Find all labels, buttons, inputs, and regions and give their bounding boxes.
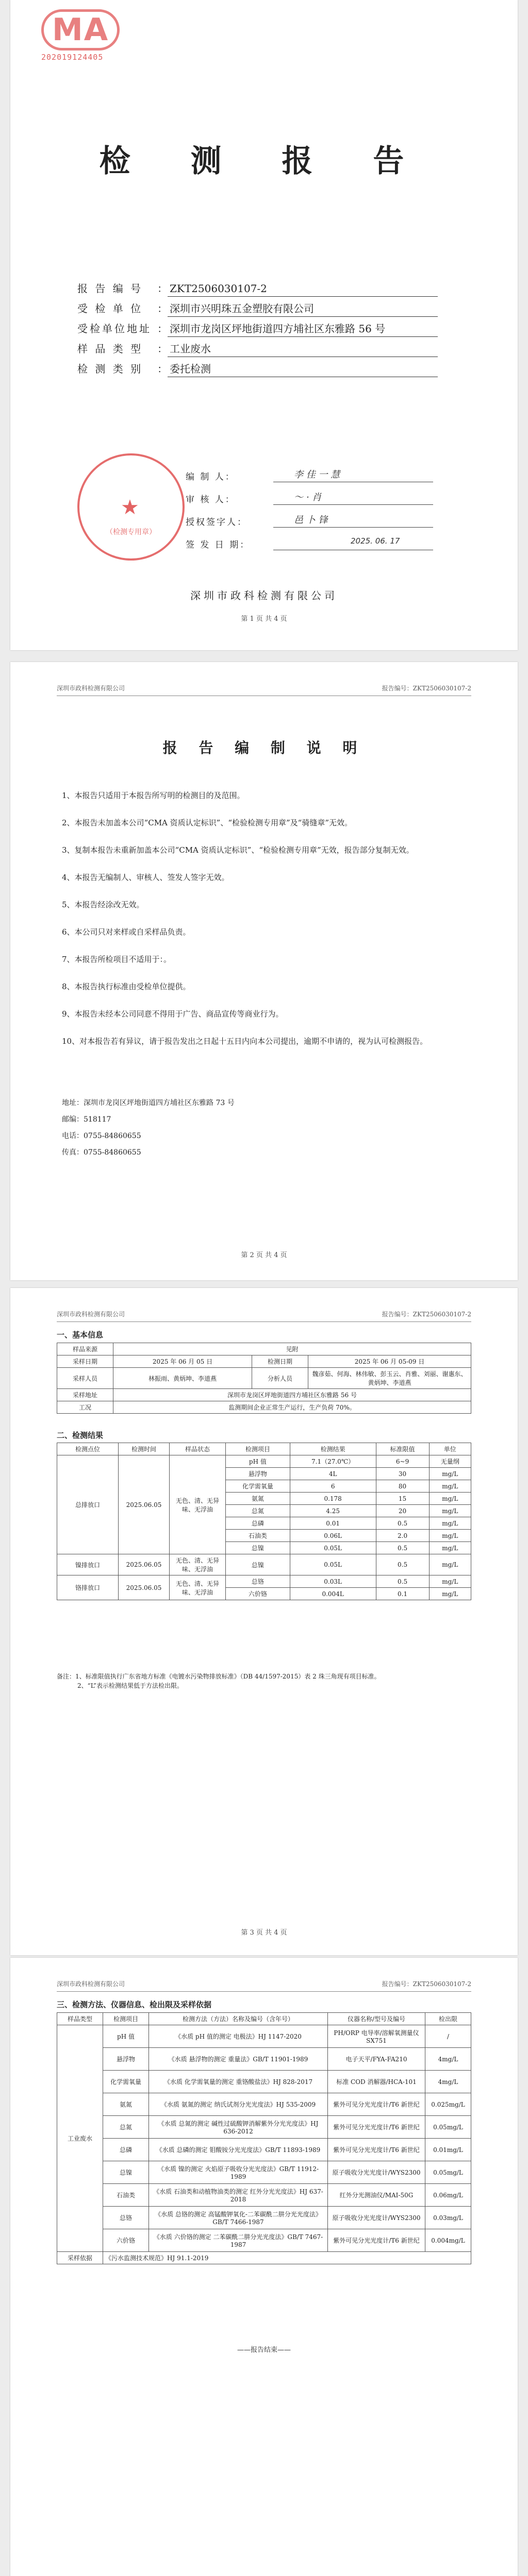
table-cell: 紫外可见分光光度计/T6 新世纪 xyxy=(328,2116,425,2139)
table-row xyxy=(57,1575,471,1588)
sign-label: 审 核 人： xyxy=(186,495,236,505)
table-cell: mg/L xyxy=(429,1480,471,1493)
header-company: 深圳市政科检测有限公司 xyxy=(57,1311,125,1318)
table-cell: 《水质 六价铬的测定 二苯碳酰二肼分光光度法》GB/T 7467-1987 xyxy=(149,2229,328,2252)
column-header: 单位 xyxy=(429,1443,471,1455)
info-value: 委托检测 xyxy=(168,361,438,377)
header-company: 深圳市政科检测有限公司 xyxy=(57,1980,125,1988)
table-cell: 标准 COD 消解器/HCA-101 xyxy=(328,2071,425,2093)
table-cell: 总磷 xyxy=(226,1517,290,1530)
table-cell: 0.01mg/L xyxy=(425,2139,471,2161)
table-cell: 0.5 xyxy=(376,1542,429,1554)
column-header: 检出限 xyxy=(425,2013,471,2025)
table-cell: 2025 年 06 月 05 日 xyxy=(113,1355,252,1368)
note-item: 7、本报告所检项目不适用于：。 xyxy=(62,955,172,964)
star-icon: ★ xyxy=(121,496,139,519)
page-header xyxy=(57,1310,471,1322)
table-row xyxy=(57,1401,471,1414)
table-cell: 《水质 悬浮物的测定 重量法》GB/T 11901-1989 xyxy=(149,2048,328,2071)
table-cell: 0.178 xyxy=(290,1493,376,1505)
contact-postcode: 邮编：518117 xyxy=(62,1115,111,1124)
results-title: 二、检测结果 xyxy=(57,1431,104,1440)
table-cell: 紫外可见分光光度计/T6 新世纪 xyxy=(328,2229,425,2252)
methods-table xyxy=(57,2012,471,2264)
table-cell: 0.05L xyxy=(290,1554,376,1575)
table-cell: 深圳市龙岗区坪地街道四方埔社区东雅路 56 号 xyxy=(113,1389,471,1401)
cma-number: 202019124405 xyxy=(41,53,104,62)
report-cover-page xyxy=(10,0,518,650)
column-header: 检测方法（方法）名称及编号（含年号） xyxy=(149,2013,328,2025)
table-cell: / xyxy=(425,2025,471,2048)
signature-line xyxy=(273,490,433,505)
table-cell: 0.004L xyxy=(290,1588,376,1600)
table-cell: 2025.06.05 xyxy=(119,1554,170,1575)
contact-info xyxy=(62,1097,235,1163)
contact-fax: 传真：0755-84860655 xyxy=(62,1148,141,1157)
table-cell: mg/L xyxy=(429,1530,471,1542)
signature-line xyxy=(273,513,433,528)
table-cell: 采样日期 xyxy=(57,1355,113,1368)
sign-row-issue-date xyxy=(186,528,433,550)
signature-line xyxy=(273,467,433,482)
table-cell: 《水质 总磷的测定 钼酸铵分光光度法》GB/T 11893-1989 xyxy=(149,2139,328,2161)
table-cell: mg/L xyxy=(429,1554,471,1575)
testing-seal xyxy=(77,453,185,561)
table-cell: 2025.06.05 xyxy=(119,1455,170,1554)
note-item: 8、本报告执行标准由受检单位提供。 xyxy=(62,982,191,991)
table-cell: 《污水监测技术规范》HJ 91.1-2019 xyxy=(103,2252,471,2264)
company-name: 深圳市政科检测有限公司 xyxy=(190,589,338,602)
instructions-title: 报 告 编 制 说 明 xyxy=(162,739,366,756)
table-cell: 总镍 xyxy=(103,2161,149,2184)
table-cell: 总氮 xyxy=(226,1505,290,1517)
table-cell: 无色、清、无异味、无浮油 xyxy=(170,1455,226,1554)
table-cell: 0.03mg/L xyxy=(425,2207,471,2229)
table-cell: 采样地址 xyxy=(57,1389,113,1401)
table-cell: 4.25 xyxy=(290,1505,376,1517)
table-cell: 红外分光测油仪/MAI-50G xyxy=(328,2184,425,2207)
column-header: 检测项目 xyxy=(226,1443,290,1455)
table-cell: 0.06L xyxy=(290,1530,376,1542)
basic-info-title: 一、基本信息 xyxy=(57,1330,104,1340)
handwritten-signature: 李 佳 一 慧 xyxy=(294,469,340,480)
note-item: 5、本报告经涂改无效。 xyxy=(62,900,144,909)
table-cell: 石油类 xyxy=(226,1530,290,1542)
table-cell: 30 xyxy=(376,1468,429,1480)
table-cell: 2.0 xyxy=(376,1530,429,1542)
table-cell: pH 值 xyxy=(103,2025,149,2048)
info-value: ZKT2506030107-2 xyxy=(168,281,438,297)
column-header: 检测时间 xyxy=(119,1443,170,1455)
table-cell: 7.1（27.0℃） xyxy=(290,1455,376,1468)
table-row xyxy=(57,2048,471,2071)
table-cell: mg/L xyxy=(429,1575,471,1588)
results-notes xyxy=(57,1672,469,1690)
note-item: 2、本报告未加盖本公司“CMA 资质认定标识”、“检验检测专用章”及“骑缝章”无效。 xyxy=(62,818,352,827)
info-label: 样 品 类 型 xyxy=(77,343,143,355)
table-cell: 总铬 xyxy=(226,1575,290,1588)
cma-logo: MA xyxy=(41,9,120,50)
table-cell: 无色、清、无异味、无浮油 xyxy=(170,1554,226,1575)
info-row-sample-type: 样 品 类 型 ： 工业废水 xyxy=(77,341,438,357)
table-row xyxy=(57,2139,471,2161)
note-item: 1、本报告只适用于本报告所写明的检测目的及范围。 xyxy=(62,791,245,800)
table-cell: 0.03L xyxy=(290,1575,376,1588)
report-title: 检 测 报 告 xyxy=(99,143,429,179)
info-label: 检 测 类 别 xyxy=(77,363,143,375)
table-cell: 15 xyxy=(376,1493,429,1505)
header-report-no: 报告编号：ZKT2506030107-2 xyxy=(382,1980,471,1988)
table-cell: 采样依据 xyxy=(57,2252,103,2264)
table-cell: 六价铬 xyxy=(103,2229,149,2252)
report-instructions-page xyxy=(10,662,518,1280)
info-row-client-address: 受检单位地址 ： 深圳市龙岗区坪地街道四方埔社区东雅路 56 号 xyxy=(77,321,438,337)
info-label: 受检单位地址 xyxy=(77,323,152,335)
table-cell: 林振雨、黄炳坤、李道燕 xyxy=(113,1368,252,1389)
results-page xyxy=(10,1288,518,1955)
table-cell: 检测日期 xyxy=(252,1355,308,1368)
note-item: 10、对本报告若有异议，请于报告发出之日起十五日内向本公司提出，逾期不申请的，视为认可检测报告。 xyxy=(62,1037,428,1046)
note-item: 6、本公司只对来样或自采样品负责。 xyxy=(62,927,191,937)
cover-info xyxy=(77,281,438,381)
handwritten-date: 2025. 06. 17 xyxy=(351,536,400,546)
table-header-row xyxy=(57,1443,471,1455)
table-cell: 原子吸收分光光度计/WYS2300 xyxy=(328,2161,425,2184)
table-cell: 《水质 镍的测定 火焰原子吸收分光光度法》GB/T 11912-1989 xyxy=(149,2161,328,2184)
table-row xyxy=(57,2207,471,2229)
methods-page xyxy=(10,1958,518,2576)
table-cell: 紫外可见分光光度计/T6 新世纪 xyxy=(328,2093,425,2116)
sign-label: 编 制 人： xyxy=(186,472,236,482)
note-item: 9、本报告未经本公司同意不得用于广告、商品宣传等商业行为。 xyxy=(62,1009,284,1019)
basic-info-table xyxy=(57,1343,471,1414)
table-cell: 4mg/L xyxy=(425,2048,471,2071)
table-cell: 《水质 化学需氧量的测定 重铬酸盐法》HJ 828-2017 xyxy=(149,2071,328,2093)
table-cell: 0.05mg/L xyxy=(425,2116,471,2139)
table-cell: 采样人员 xyxy=(57,1368,113,1389)
table-cell: 魏彦茹、何海、林伟敏、彭玉云、肖雅、刘丽、谢惠东、黄炳坤、李道燕 xyxy=(308,1368,471,1389)
methods-title: 三、检测方法、仪器信息、检出限及采样依据 xyxy=(57,2000,212,2009)
table-cell: 2025 年 06 月 05-09 日 xyxy=(308,1355,471,1368)
table-cell: 0.1 xyxy=(376,1588,429,1600)
results-table xyxy=(57,1443,471,1600)
note-item: 4、本报告无编制人、审核人、签发人签字无效。 xyxy=(62,873,229,882)
table-cell: 总铬 xyxy=(103,2207,149,2229)
table-row xyxy=(57,1554,471,1575)
info-row-report-no: 报 告 编 号 ： ZKT2506030107-2 xyxy=(77,281,438,297)
table-cell: 悬浮物 xyxy=(226,1468,290,1480)
sign-row-authorized-signer xyxy=(186,505,433,528)
table-cell: 分析人员 xyxy=(252,1368,308,1389)
table-cell: 20 xyxy=(376,1505,429,1517)
table-cell: 六价铬 xyxy=(226,1588,290,1600)
table-cell: 2025.06.05 xyxy=(119,1575,170,1600)
info-row-test-category: 检 测 类 别 ： 委托检测 xyxy=(77,361,438,377)
table-cell: 4L xyxy=(290,1468,376,1480)
instructions-notes xyxy=(62,788,474,1061)
header-report-no: 报告编号：ZKT2506030107-2 xyxy=(382,685,471,692)
table-cell: 样品来源 xyxy=(57,1343,113,1355)
table-cell: 铬排放口 xyxy=(57,1575,119,1600)
table-cell: PH/ORP 电导率/溶解氧测量仪 SX751 xyxy=(328,2025,425,2048)
handwritten-signature: 邑 卜 锋 xyxy=(294,515,328,526)
table-cell: 无量纲 xyxy=(429,1455,471,1468)
table-row xyxy=(57,2071,471,2093)
info-value: 工业废水 xyxy=(168,341,438,357)
table-cell: 0.004mg/L xyxy=(425,2229,471,2252)
table-row xyxy=(57,1343,471,1355)
table-cell: 工业废水 xyxy=(57,2025,103,2252)
table-cell: 0.5 xyxy=(376,1554,429,1575)
sign-label: 授权签字人： xyxy=(186,517,248,528)
table-cell: mg/L xyxy=(429,1542,471,1554)
report-end: ——报告结束—— xyxy=(237,2346,291,2354)
table-cell: 0.05L xyxy=(290,1542,376,1554)
header-company: 深圳市政科检测有限公司 xyxy=(57,685,125,692)
table-cell: 紫外可见分光光度计/T6 新世纪 xyxy=(328,2139,425,2161)
column-header: 检测项目 xyxy=(103,2013,149,2025)
info-value: 深圳市兴明珠五金塑胶有限公司 xyxy=(168,301,438,317)
info-label: 受 检 单 位 xyxy=(77,302,143,315)
table-cell: 0.5 xyxy=(376,1517,429,1530)
sign-rows xyxy=(186,460,433,550)
table-cell: 0.5 xyxy=(376,1575,429,1588)
note-item: 3、复制本报告未重新加盖本公司“CMA 资质认定标识”、“检验检测专用章”无效，报告部分复制无效。 xyxy=(62,845,414,855)
sign-label: 签 发 日 期： xyxy=(186,540,251,550)
table-cell: 氨氮 xyxy=(226,1493,290,1505)
page-number: 第 2 页 共 4 页 xyxy=(241,1251,287,1259)
table-cell: 0.06mg/L xyxy=(425,2184,471,2207)
table-cell: 总氮 xyxy=(103,2116,149,2139)
table-cell: 电子天平/FYA-FA210 xyxy=(328,2048,425,2071)
table-cell: mg/L xyxy=(429,1468,471,1480)
table-cell: 无色、清、无异味、无浮油 xyxy=(170,1575,226,1600)
table-row xyxy=(57,2184,471,2207)
table-cell: 6 xyxy=(290,1480,376,1493)
table-cell: 镍排放口 xyxy=(57,1554,119,1575)
page-header xyxy=(57,1979,471,1992)
table-cell: 原子吸收分光光度计/WYS2300 xyxy=(328,2207,425,2229)
table-cell: 化学需氧量 xyxy=(226,1480,290,1493)
note-line: 2、“L”表示检测结果低于方法检出限。 xyxy=(77,1682,183,1689)
note-line: 备注：1、标准限值执行广东省地方标准《电镀水污染物排放标准》（DB 44/1597-2015）表 2 珠三角现有项目标准。 xyxy=(57,1673,381,1680)
table-row xyxy=(57,2252,471,2264)
column-header: 样品类型 xyxy=(57,2013,103,2025)
table-row xyxy=(57,1368,471,1389)
page-number: 第 3 页 共 4 页 xyxy=(241,1929,287,1937)
table-cell: 化学需氧量 xyxy=(103,2071,149,2093)
sign-row-preparer xyxy=(186,460,433,482)
column-header: 仪器名称/型号及编号 xyxy=(328,2013,425,2025)
info-label: 报 告 编 号 xyxy=(77,282,143,295)
column-header: 检测点位 xyxy=(57,1443,119,1455)
header-report-no: 报告编号：ZKT2506030107-2 xyxy=(382,1311,471,1318)
column-header: 样品状态 xyxy=(170,1443,226,1455)
table-cell: mg/L xyxy=(429,1493,471,1505)
table-row xyxy=(57,1355,471,1368)
table-header-row xyxy=(57,2013,471,2025)
page-number: 第 1 页 共 4 页 xyxy=(241,615,287,623)
table-cell: 总镍 xyxy=(226,1542,290,1554)
handwritten-signature: ～ · 肖 xyxy=(294,492,322,503)
table-cell: mg/L xyxy=(429,1517,471,1530)
table-cell: 悬浮物 xyxy=(103,2048,149,2071)
table-cell: 《水质 氨氮的测定 纳氏试剂分光光度法》HJ 535-2009 xyxy=(149,2093,328,2116)
table-cell: 总磷 xyxy=(103,2139,149,2161)
table-cell: 《水质 pH 值的测定 电极法》HJ 1147-2020 xyxy=(149,2025,328,2048)
signature-block xyxy=(77,453,449,567)
table-cell: 总镍 xyxy=(226,1554,290,1575)
seal-label: （检测专用章） xyxy=(106,528,156,536)
table-row xyxy=(57,2161,471,2184)
table-cell: 《水质 石油类和动植物油类的测定 红外分光光度法》HJ 637-2018 xyxy=(149,2184,328,2207)
info-row-client: 受 检 单 位 ： 深圳市兴明珠五金塑胶有限公司 xyxy=(77,301,438,317)
table-cell: 监测期间企业正常生产运行，生产负荷 70%。 xyxy=(113,1401,471,1414)
table-row xyxy=(57,2116,471,2139)
table-cell: 总排放口 xyxy=(57,1455,119,1554)
table-row xyxy=(57,1389,471,1401)
column-header: 标准限值 xyxy=(376,1443,429,1455)
column-header: 检测结果 xyxy=(290,1443,376,1455)
table-cell: 80 xyxy=(376,1480,429,1493)
table-cell: mg/L xyxy=(429,1505,471,1517)
page-header xyxy=(57,684,471,696)
signature-line xyxy=(273,535,433,550)
table-cell: 工况 xyxy=(57,1401,113,1414)
contact-address: 地址：深圳市龙岗区坪地街道四方埔社区东雅路 73 号 xyxy=(62,1099,235,1107)
table-row xyxy=(57,2025,471,2048)
contact-phone: 电话：0755-84860655 xyxy=(62,1132,141,1140)
table-cell: 0.01 xyxy=(290,1517,376,1530)
table-row xyxy=(57,1455,471,1468)
table-cell: mg/L xyxy=(429,1588,471,1600)
table-cell: 《水质 总氮的测定 碱性过硫酸钾消解紫外分光光度法》HJ 636-2012 xyxy=(149,2116,328,2139)
table-cell: 《水质 总铬的测定 高锰酸钾氧化-二苯碳酰二肼分光光度法》GB/T 7466-1987 xyxy=(149,2207,328,2229)
table-row xyxy=(57,2093,471,2116)
table-cell: 4mg/L xyxy=(425,2071,471,2093)
table-cell: pH 值 xyxy=(226,1455,290,1468)
table-cell: 石油类 xyxy=(103,2184,149,2207)
table-cell: 见附 xyxy=(113,1343,471,1355)
info-value: 深圳市龙岗区坪地街道四方埔社区东雅路 56 号 xyxy=(168,321,438,337)
sign-row-reviewer xyxy=(186,482,433,505)
table-cell: 6~9 xyxy=(376,1455,429,1468)
table-cell: 0.025mg/L xyxy=(425,2093,471,2116)
table-cell: 氨氮 xyxy=(103,2093,149,2116)
cma-mark xyxy=(41,9,129,62)
table-row xyxy=(57,2229,471,2252)
table-cell: 0.05mg/L xyxy=(425,2161,471,2184)
